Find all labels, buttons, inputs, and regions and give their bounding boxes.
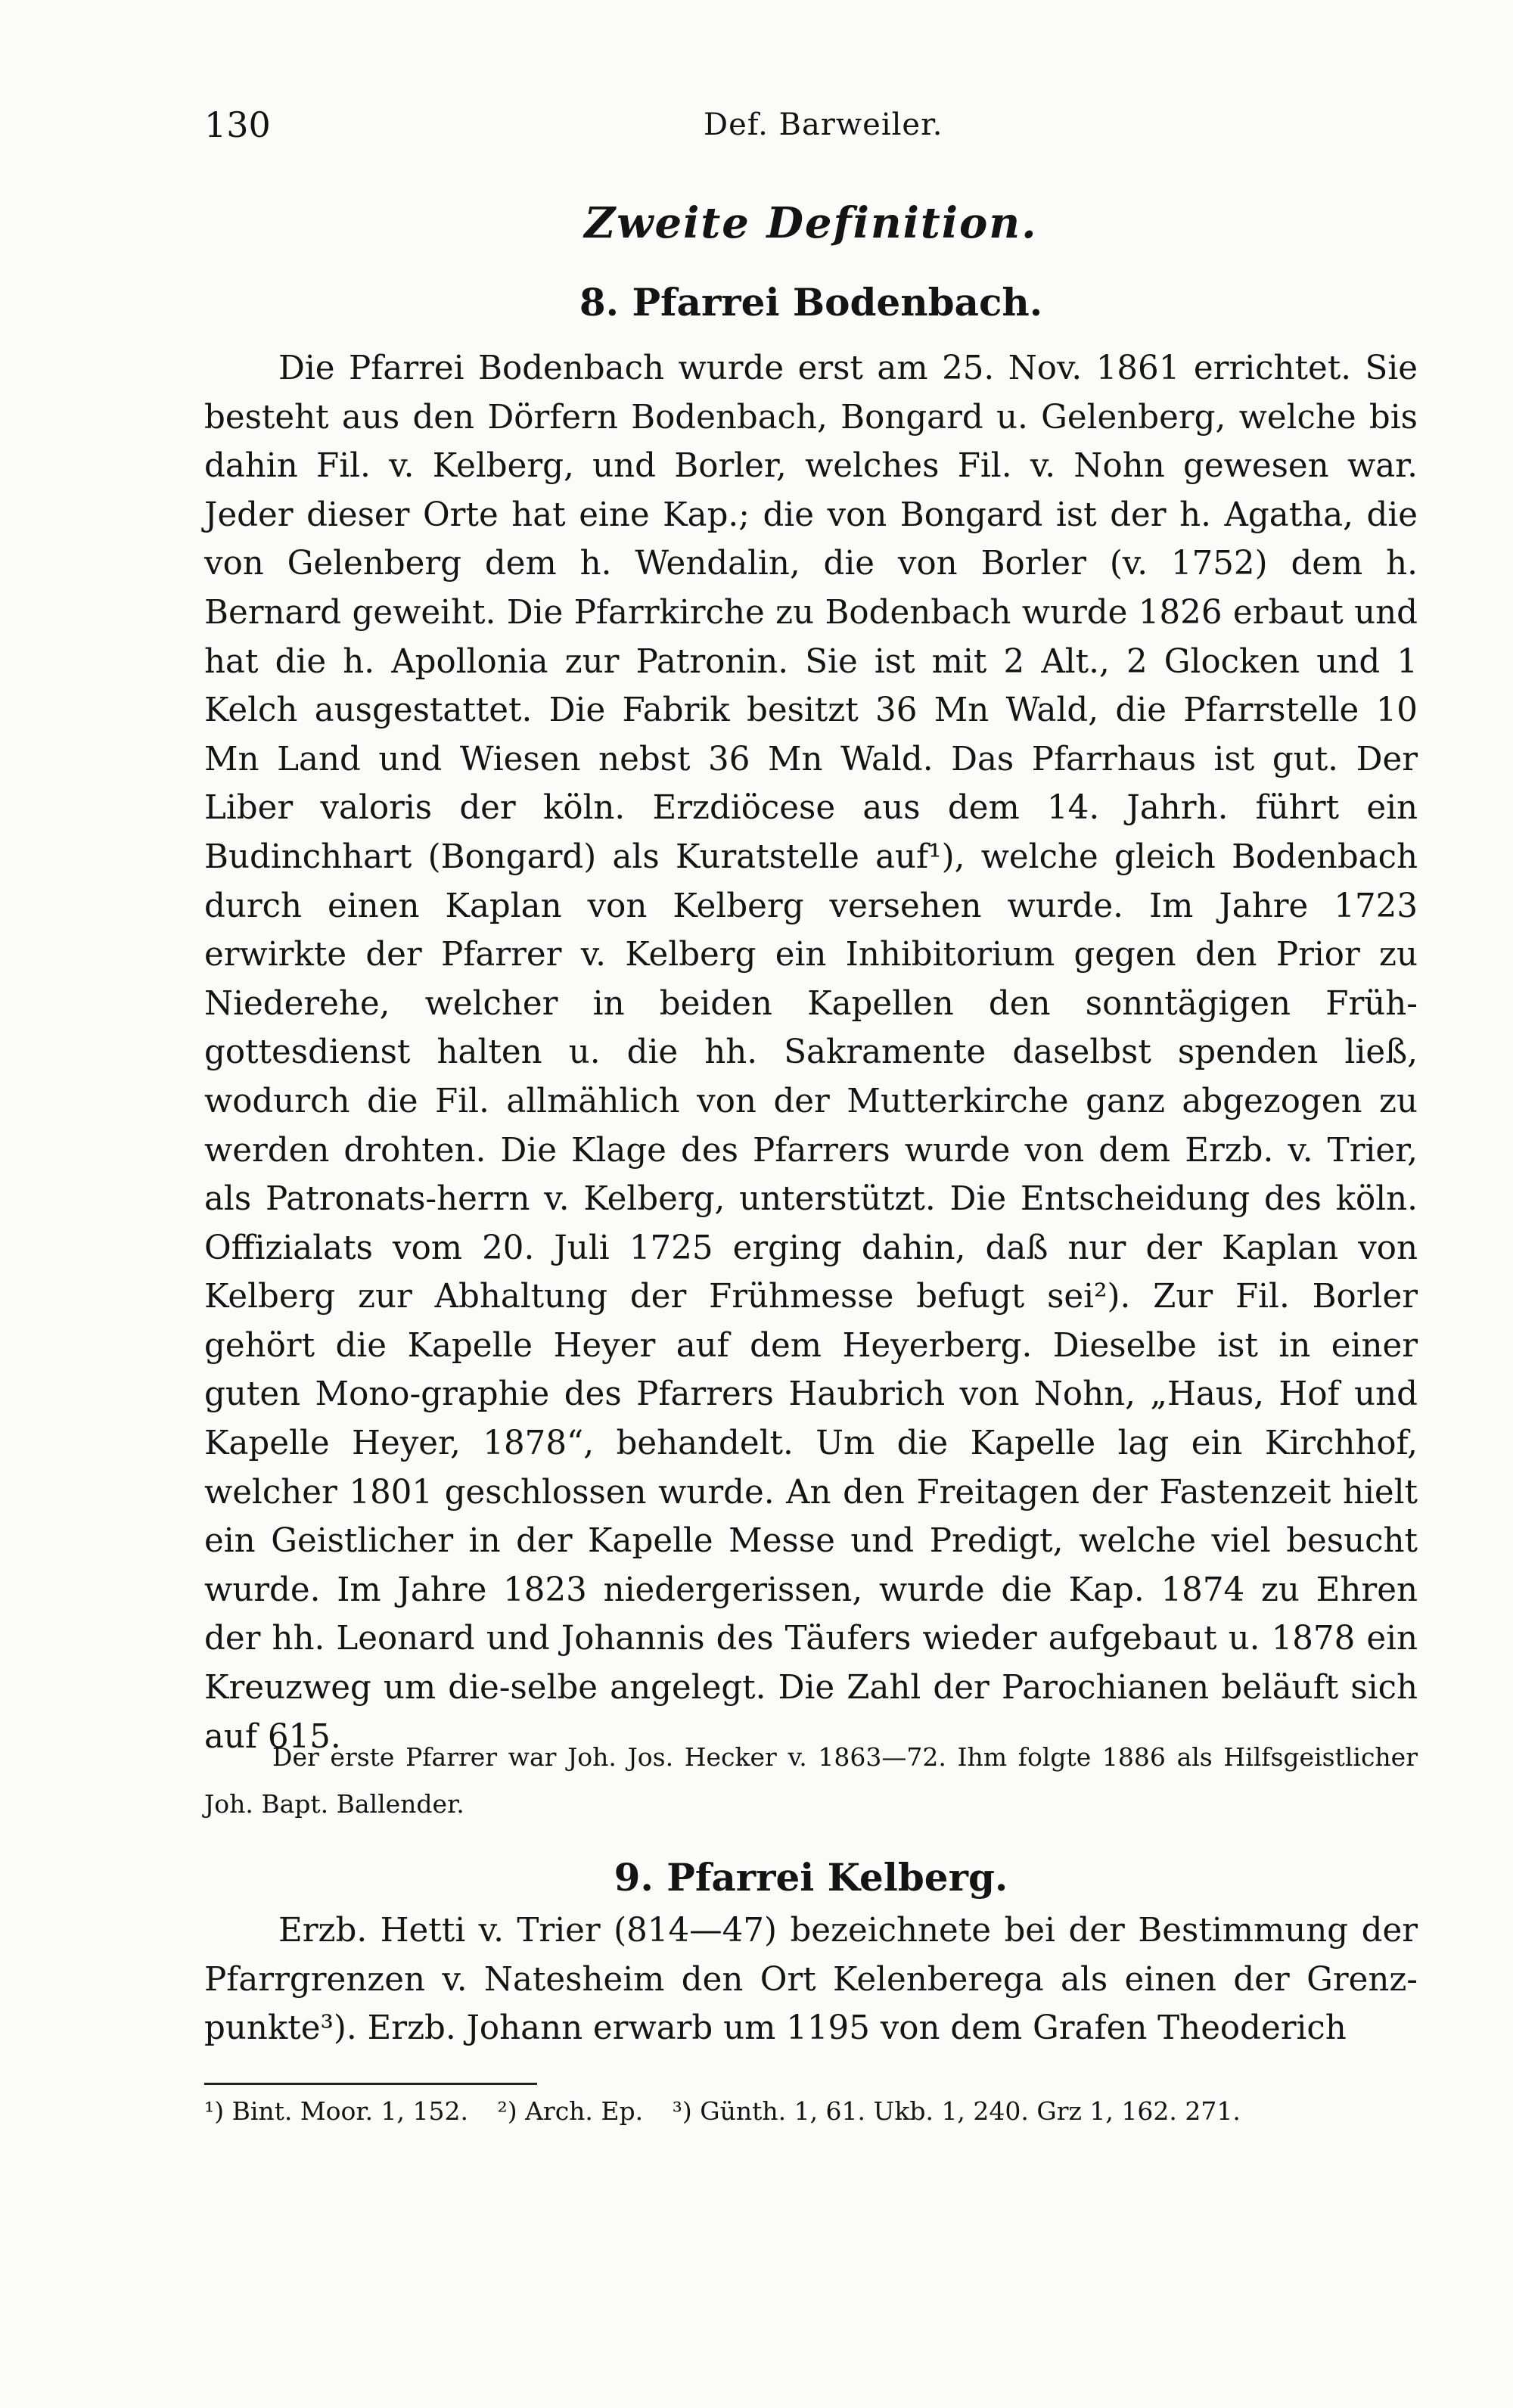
running-head: Def. Barweiler. <box>704 107 943 142</box>
page-number: 130 <box>204 104 271 145</box>
footnote-1: ¹) Bint. Moor. 1, 152. <box>204 2096 468 2126</box>
footnote-rule <box>204 2083 537 2085</box>
section-8-title: 8. Pfarrei Bodenbach. <box>579 280 1043 325</box>
section-8-note: Der erste Pfarrer war Joh. Jos. Hecker v. 1863—72. Ihm folgte 1886 als Hilfsgeistlicher Joh. Bapt. Ballender. <box>204 1742 1418 1819</box>
part-title: Zweite Definition. <box>584 198 1038 248</box>
footnote-3: ³) Günth. 1, 61. Ukb. 1, 240. Grz 1, 162. 271. <box>672 2096 1241 2126</box>
section-9-title: 9. Pfarrei Kelberg. <box>614 1855 1008 1900</box>
footnote-2: ²) Arch. Ep. <box>497 2096 644 2126</box>
footnotes <box>204 2088 1418 2135</box>
section-9-paragraph: Erzb. Hetti v. Trier (814—47) bezeichnete bei der Bestimmung der Pfarrgrenzen v. Natesheim den Ort Kelenberega als einen der Grenz-punkte³). Erzb. Johann erwarb um 1195 von dem Grafen Theoderich <box>204 1912 1418 2048</box>
page-header <box>204 104 1418 150</box>
section-8-paragraph: Die Pfarrei Bodenbach wurde erst am 25. Nov. 1861 errichtet. Sie besteht aus den Dörfern Bodenbach, Bongard u. Gelenberg, welche bis dahin Fil. v. Kelberg, und Borler, welches Fil. v. Nohn gewesen war. Jeder dieser Orte hat eine Kap.; die von Bongard ist der h. Agatha, die von Gelenberg dem h. Wendalin, die von Borler (v. 1752) dem h. Bernard geweiht. Die Pfarrkirche zu Bodenbach wurde 1826 erbaut und hat die h. Apollonia zur Patronin. Sie ist mit 2 Alt., 2 Glocken und 1 Kelch ausgestattet. Die Fabrik besitzt 36 Mn Wald, die Pfarrstelle 10 Mn Land und Wiesen nebst 36 Mn Wald. Das Pfarrhaus ist gut. Der Liber valoris der köln. Erzdiöcese aus dem 14. Jahrh. führt ein Budinchhart (Bongard) als Kuratstelle auf¹), welche gleich Bodenbach durch einen Kaplan von Kelberg versehen wurde. Im Jahre 1723 erwirkte der Pfarrer v. Kelberg ein Inhibitorium gegen den Prior zu Niederehe, welcher in beiden Kapellen den sonntägigen Früh-gottesdienst halten u. die hh. Sakramente daselbst spenden ließ, wodurch die Fil. allmählich von der Mutterkirche ganz abgezogen zu werden drohten. Die Klage des Pfarrers wurde von dem Erzb. v. Trier, als Patronats-herrn v. Kelberg, unterstützt. Die Entscheidung des köln. Offizialats vom 20. Juli 1725 erging dahin, daß nur der Kaplan von Kelberg zur Abhaltung der Frühmesse befugt sei²). Zur Fil. Borler gehört die Kapelle Heyer auf dem Heyerberg. Dieselbe ist in einer guten Mono-graphie des Pfarrers Haubrich von Nohn, „Haus, Hof und Kapelle Heyer, 1878“, behandelt. Um die Kapelle lag ein Kirchhof, welcher 1801 geschlossen wurde. An den Freitagen der Fastenzeit hielt ein Geistlicher in der Kapelle Messe und Predigt, welche viel besucht wurde. Im Jahre 1823 niedergerissen, wurde die Kap. 1874 zu Ehren der hh. Leonard und Johannis des Täufers wieder aufgebaut u. 1878 ein Kreuzweg um die-selbe angelegt. Die Zahl der Parochianen beläuft sich auf 615. <box>204 350 1418 1756</box>
